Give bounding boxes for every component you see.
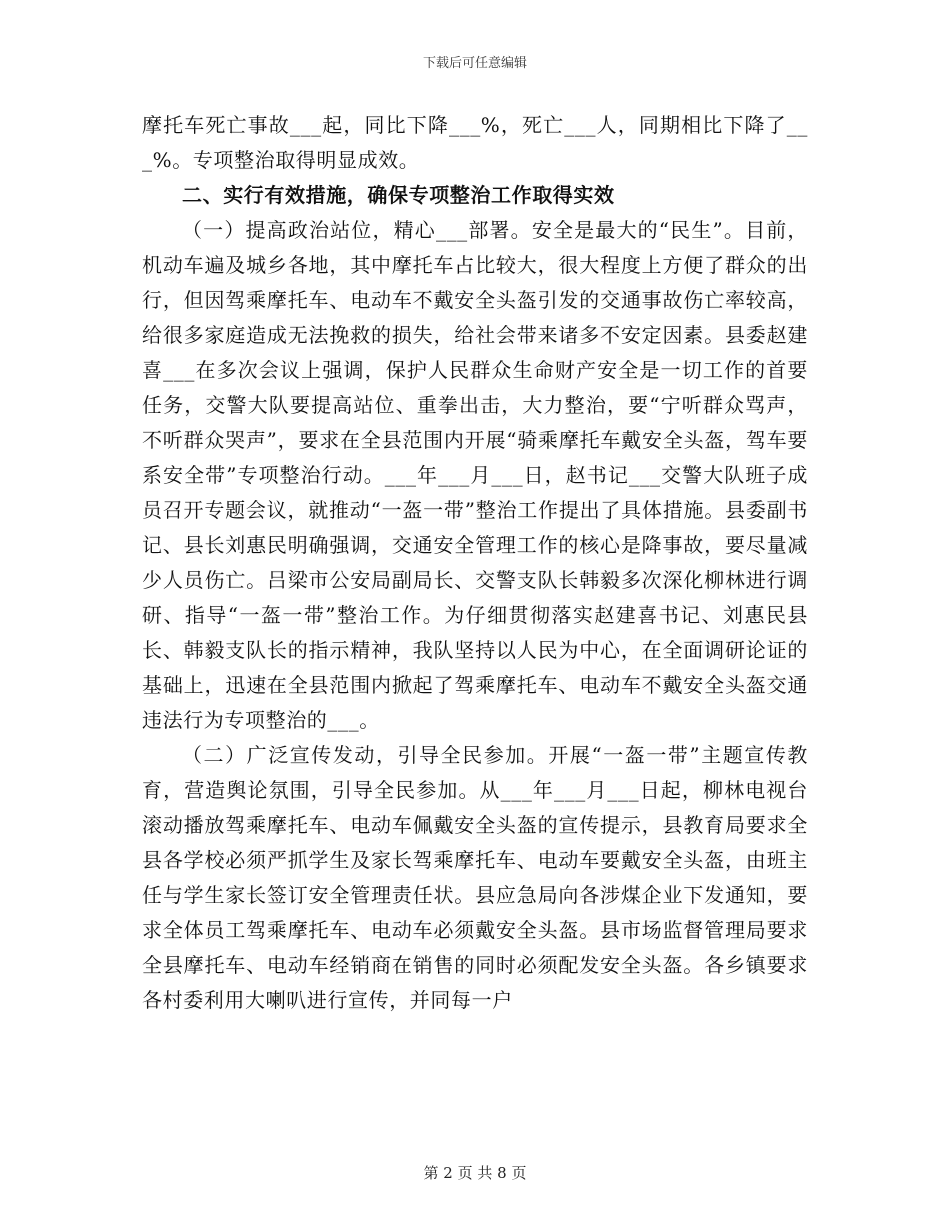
paragraph-political-stance: （一）提高政治站位，精心___部署。安全是最大的“民生”。目前，机动车遍及城乡各地，其中摩托车占比较大，很大程度上方便了群众的出行，但因驾乘摩托车、电动车不戴安全头盔引发的交通事故伤亡率较高，给很多家庭造成无法挽救的损失，给社会带来诸多不安定因素。县委赵建喜___在多次会议上强调，保护人民群众生命财产安全是一切工作的首要任务，交警大队要提高站位、重拳出击，大力整治，要“宁听群众骂声，不听群众哭声”，要求在全县范围内开展“骑乘摩托车戴安全头盔，驾车要系安全带”专项整治行动。___年___月___日，赵书记___交警大队班子成员召开专题会议，就推动“一盔一带”整治工作提出了具体措施。县委副书记、县长刘惠民明确强调，交通安全管理工作的核心是降事故，要尽量减少人员伤亡。吕梁市公安局副局长、交警支队长韩毅多次深化柳林进行调研、指导“一盔一带”整治工作。为仔细贯彻落实赵建喜书记、刘惠民县长、韩毅支队长的指示精神，我队坚持以人民为中心，在全面调研论证的基础上，迅速在全县范围内掀起了驾乘摩托车、电动车不戴安全头盔交通违法行为专项整治的___。 — [142, 218, 808, 732]
section-heading: 二、实行有效措施，确保专项整治工作取得实效 — [182, 183, 615, 207]
document-body — [142, 108, 808, 1018]
paragraph-statistics: 摩托车死亡事故___起，同比下降___%，死亡___人，同期相比下降了___%。专项整治取得明显成效。 — [142, 113, 808, 172]
paragraph-publicity: （二）广泛宣传发动，引导全民参加。开展“一盔一带”主题宣传教育，营造舆论氛围，引导全民参加。从___年___月___日起，柳林电视台滚动播放驾乘摩托车、电动车佩戴安全头盔的宣传提示，县教育局要求全县各学校必须严抓学生及家长驾乘摩托车、电动车要戴安全头盔，由班主任与学生家长签订安全管理责任状。县应急局向各涉煤企业下发通知，要求全体员工驾乘摩托车、电动车必须戴安全头盔。县市场监督管理局要求全县摩托车、电动车经销商在销售的同时必须配发安全头盔。各乡镇要求各村委利用大喇叭进行宣传，并同每一户 — [142, 743, 808, 1012]
page-header: 下载后可任意编辑 — [422, 56, 527, 71]
page-number: 第 2 页 共 8 页 — [423, 1164, 527, 1182]
